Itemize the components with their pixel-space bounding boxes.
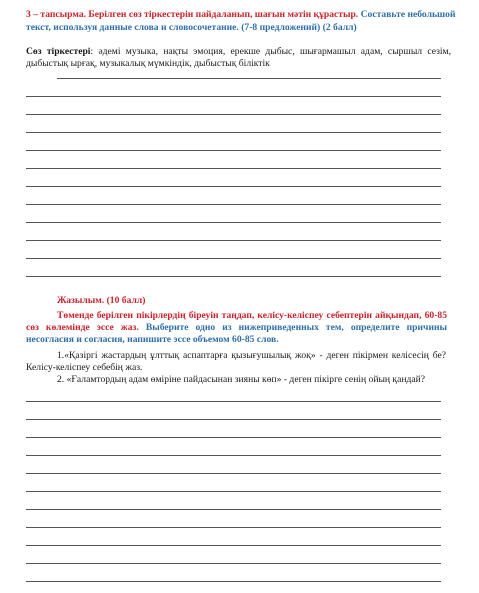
writing-instruction	[26, 310, 447, 346]
answer-line[interactable]	[26, 132, 441, 133]
task3-number: 3 –	[26, 9, 41, 20]
answer-line[interactable]	[26, 204, 441, 205]
essay-option-2: 2. «Ғаламтордың адам өміріне пайдасынан зияны көп» - деген пікірге сенің ойың қандай?	[57, 374, 426, 385]
answer-line[interactable]	[26, 545, 441, 546]
answer-line[interactable]	[26, 401, 441, 402]
answer-line[interactable]	[26, 240, 441, 241]
answer-line[interactable]	[26, 276, 441, 277]
answer-line[interactable]	[26, 437, 441, 438]
answer-line[interactable]	[26, 168, 441, 169]
writing-heading: Жазылым. (10 балл)	[57, 295, 146, 306]
task3-title	[26, 9, 458, 34]
answer-line[interactable]	[26, 491, 441, 492]
words-list: : әдемі музыка, нақты эмоция, ерекше дыбыс, шығармашыл адам, сыршыл сезім, дыбыстық ырғақ, музыкалық мүмкіндік, дыбыстық біліктік	[26, 46, 451, 69]
answer-line[interactable]	[26, 222, 441, 223]
answer-line[interactable]	[26, 114, 441, 115]
answer-line[interactable]	[26, 419, 441, 420]
words-label: Сөз тіркестері	[26, 46, 91, 57]
essay-option-1: 1.«Қазіргі жастардың ұлттық аспаптарға қызығушылық жоқ» - деген пікірмен келісесің бе? Келісу-келіспеу себебің жаз.	[26, 350, 446, 373]
answer-line[interactable]	[26, 150, 441, 151]
answer-line[interactable]	[26, 455, 441, 456]
answer-line[interactable]	[26, 581, 441, 582]
instruction-kz: Төменде берілген пікірлердің біреуін таңдап, келісу-келіспеу себептерін айқындап, 60-85 сөз көлемінде эссе жаз.	[26, 310, 447, 333]
answer-line[interactable]	[26, 473, 441, 474]
answer-line[interactable]	[26, 186, 441, 187]
answer-line[interactable]	[26, 258, 441, 259]
answer-line[interactable]	[26, 527, 441, 528]
task3-title-ru: Составьте небольшой текст, используя данные слова и словосочетание. (7-8 предложений) (2 балл)	[26, 9, 456, 33]
instruction-ru: Выберите одно из нижеприведенных тем, определите причины несогласия и согласия, напишите эссе объемом 60-85 слов.	[26, 322, 447, 345]
task3-title-kz: тапсырма. Берілген сөз тіркестерін пайдаланып, шағын мәтін құрастыр.	[40, 9, 359, 20]
answer-line[interactable]	[26, 509, 441, 510]
answer-line[interactable]	[26, 96, 441, 97]
answer-line[interactable]	[57, 78, 441, 79]
answer-line[interactable]	[26, 563, 441, 564]
word-combinations	[26, 46, 451, 70]
